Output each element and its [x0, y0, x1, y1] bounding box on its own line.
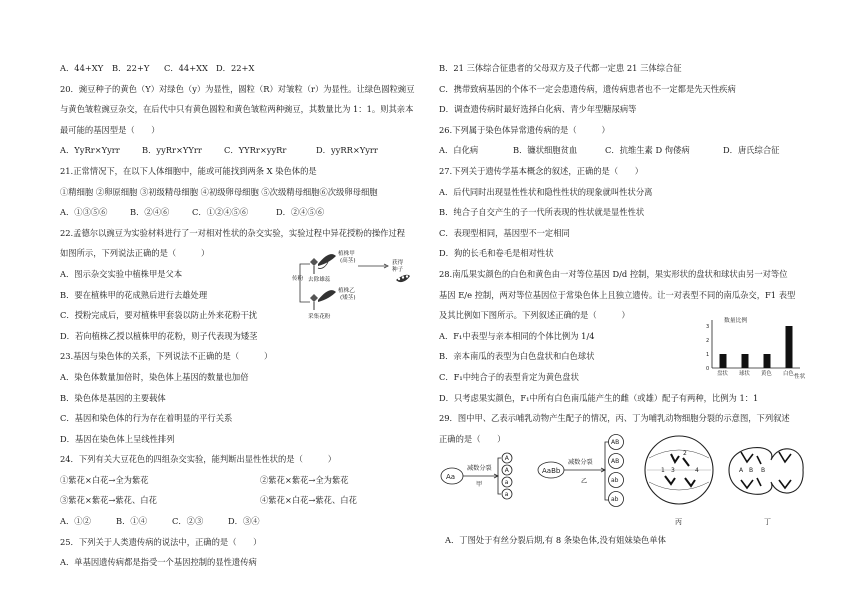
label-pollinate: 传粉 — [292, 276, 304, 282]
question-text: 26.下列属于染色体异常遗传病的是（ ） — [439, 124, 610, 135]
option: D．调查遗传病时最好选择白化病、青少年型糖尿病等 — [439, 104, 637, 115]
label-obtain: 获得 — [392, 260, 404, 266]
cross-item: ③紫花×紫花→紫花、白花 — [60, 495, 157, 506]
gamete-label: A — [504, 467, 509, 475]
chromosome-number: 1 — [661, 467, 665, 474]
gene-letter: B — [749, 467, 754, 474]
gamete-label: A — [504, 455, 509, 463]
option: A．白化病 — [439, 145, 479, 156]
question-text: 及其比例如下图所示。下列叙述正确的是（ ） — [439, 310, 630, 321]
question-text: 21.正常情况下，在以下人体细胞中，能或可能找到两条 X 染色体的是 — [60, 165, 317, 176]
y-tick-label: 2 — [706, 338, 710, 344]
label-seed: 种子 — [392, 267, 404, 273]
pollination-figure — [288, 244, 418, 324]
label-emasculate: 去除雄蕊 — [308, 277, 331, 283]
option: C．授粉完成后，要对植株甲套袋以防止外来花粉干扰 — [60, 310, 258, 321]
gene-letter: A — [739, 467, 744, 474]
cross-item: ①紫花×白花→全为紫花 — [60, 474, 149, 485]
question-text: 如图所示，下列说法正确的是（ ） — [60, 248, 210, 259]
chart-title: 数量比例 — [724, 318, 748, 324]
option: D．③④ — [228, 516, 260, 527]
question-text: ①精细胞 ②卵原细胞 ③初级精母细胞 ④初级卵母细胞 ⑤次级精母细胞⑥次级卵母细胞 — [60, 186, 378, 197]
y-tick-label: 1 — [706, 352, 710, 358]
q24-options — [60, 511, 420, 532]
option: B．①④ — [116, 516, 147, 527]
question-text: 25．下列关于人类遗传病的说法中，正确的是（ ） — [60, 536, 262, 547]
option: A．YyRr×Yyrr — [60, 145, 120, 156]
option: B．纯合子自交产生的子一代所表现的性状就是显性性状 — [439, 207, 645, 218]
gamete-label: a — [504, 479, 509, 487]
option: A．44+XY — [60, 63, 104, 73]
right-column — [439, 58, 811, 449]
bar — [720, 354, 727, 368]
option: D．22+X — [216, 63, 255, 73]
question-text: 28.南瓜果实颜色的白色和黄色由一对等位基因 D/d 控制，果实形状的盘状和球状由另一对等位 — [439, 268, 788, 279]
option: C．①②④⑤⑥ — [192, 207, 249, 218]
category-label: 黄色 — [761, 371, 772, 377]
option: A．后代同时出现显性性状和隐性性状的现象就叫性状分离 — [439, 186, 653, 197]
option: D．唐氏综合征 — [723, 145, 780, 156]
option: D．基因在染色体上呈线性排列 — [60, 433, 175, 444]
bar — [764, 354, 771, 368]
option: A．图示杂交实验中植株甲是父本 — [60, 268, 183, 279]
label-jia: 甲 — [476, 481, 483, 488]
option: A．染色体数量加倍时，染色体上基因的数量也加倍 — [60, 371, 249, 382]
y-tick-label: 0 — [706, 366, 710, 372]
chromosome-number: 2 — [683, 450, 687, 457]
label-ding: 丁 — [764, 518, 771, 526]
cross-item: ④紫花×白花→紫花、白花 — [260, 495, 357, 506]
option: C．F₁中纯合子的表型肯定为黄色盘状 — [439, 371, 579, 382]
option: B．22+Y — [112, 63, 150, 73]
bar — [742, 354, 749, 368]
question-text: 23.基因与染色体的关系，下列说法不正确的是（ ） — [60, 351, 273, 362]
gamete-label: AB — [611, 458, 620, 466]
option: B．要在植株甲的花成熟后进行去雄处理 — [60, 289, 208, 300]
gamete-label: AB — [611, 439, 620, 447]
option: A．①② — [60, 516, 91, 527]
q24-items — [60, 470, 420, 491]
option: A．①③⑤⑥ — [60, 207, 108, 218]
label-collect-pollen: 采集花粉 — [308, 314, 331, 320]
option: B．染色体是基因的主要载体 — [60, 392, 166, 403]
cross-item: ②紫花×紫花→全为紫花 — [260, 474, 349, 485]
genotype-aabb: AaBb — [542, 467, 561, 475]
question-text: 27.下列关于遗传学基本概念的叙述，正确的是（ ） — [439, 165, 644, 176]
option: C．抗维生素 D 佝偻病 — [605, 145, 690, 156]
genotype-aa: Aa — [446, 473, 456, 481]
option: D．②④⑤⑥ — [276, 207, 325, 218]
q26-options — [439, 140, 811, 161]
label-bing: 丙 — [675, 518, 682, 526]
option: B．亲本南瓜的表型为白色盘状和白色球状 — [439, 351, 595, 362]
question-text: 29．图中甲、乙表示哺乳动物产生配子的情况，丙、丁为哺乳动物细胞分裂的示意图，下列叙述 — [439, 413, 790, 424]
option: C．44+XX — [164, 63, 208, 73]
question-text: 20．豌豆种子的黄色（Y）对绿色（y）为显性，圆粒（R）对皱粒（r）为显性。让绿色圆粒豌豆 — [60, 83, 415, 94]
ratio-bar-chart — [700, 314, 812, 382]
option: B．镰状细胞贫血 — [513, 145, 578, 156]
gene-letter: B — [761, 467, 766, 474]
option: A．F₁中表型与亲本相同的个体比例为 1/4 — [439, 330, 595, 341]
option: D．只考虑果实颜色，F₁中所有白色南瓜能产生的雌（或雄）配子有两种，比例为 1：1 — [439, 392, 759, 403]
option: D．狗的长毛和卷毛是相对性状 — [439, 248, 554, 259]
option: C．②③ — [172, 516, 204, 527]
label-tall: (高茎) — [340, 258, 356, 264]
q21-options — [60, 202, 420, 223]
question-text: 基因 E/e 控制，两对等位基因位于常染色体上且独立遗传。让一对表型不同的南瓜杂交，F1 表型 — [439, 289, 796, 300]
label-plant-jia: 植株甲 — [338, 251, 355, 257]
q29-option-block — [439, 530, 811, 551]
category-label: 球状 — [739, 371, 750, 377]
label-dwarf: (矮茎) — [340, 295, 356, 301]
option: A．单基因遗传病都是指受一个基因控制的显性遗传病 — [60, 557, 257, 568]
gamete-label: ab — [611, 477, 619, 485]
option: B．21 三体综合征患者的父母双方及子代都一定患 21 三体综合征 — [439, 63, 682, 73]
label-plant-yi: 植株乙 — [338, 288, 355, 294]
option: D．yyRR×Yyrr — [316, 145, 378, 156]
option: D．若向植株乙授以植株甲的花粉，则子代表现为矮茎 — [60, 330, 258, 341]
option: C．表现型相同，基因型不一定相同 — [439, 227, 570, 238]
q19-options — [60, 58, 420, 79]
gamete-label: ab — [611, 496, 619, 504]
question-text: 22.孟德尔以豌豆为实验材料进行了一对相对性状的杂交实验，实验过程中异花授粉的操作过程 — [60, 227, 406, 238]
question-text: 与黄色皱粒豌豆杂交，在后代中只有黄色圆粒和黄色皱粒两种豌豆，其数量比为 1：1。则其亲本 — [60, 104, 414, 115]
question-text: 最可能的基因型是（ ） — [60, 124, 160, 135]
bar — [786, 326, 793, 368]
x-axis-label: 性状 — [794, 374, 806, 380]
option: B．②④⑥ — [130, 207, 170, 218]
label-meiosis: 减数分裂 — [467, 465, 492, 472]
q24-items — [60, 490, 420, 511]
chromosome-number: 4 — [695, 467, 699, 474]
option: A．丁图处于有丝分裂后期,有 8 条染色体,没有姐妹染色单体 — [445, 535, 666, 545]
gamete-label: a — [504, 491, 509, 499]
question-text: 24．下列有关大豆花色的四组杂交实验，能判断出显性性状的是（ ） — [60, 454, 337, 465]
question-text: 正确的是（ ） — [439, 433, 506, 444]
option: C．YYRr×yyRr — [224, 145, 287, 156]
category-label: 盘状 — [717, 371, 728, 377]
meiosis-figure — [439, 428, 811, 528]
option: C．基因和染色体的行为存在着明显的平行关系 — [60, 413, 233, 424]
q20-options — [60, 140, 420, 161]
y-tick-label: 3 — [706, 324, 710, 330]
category-label: 白色 — [783, 371, 794, 377]
option: B．yyRr×YYrr — [142, 145, 202, 156]
label-meiosis: 减数分裂 — [568, 459, 593, 466]
option: C．携带致病基因的个体不一定会患遗传病，遗传病患者也不一定都是先天性疾病 — [439, 83, 736, 94]
label-yi: 乙 — [581, 478, 588, 485]
chromosome-number: 3 — [671, 467, 675, 474]
